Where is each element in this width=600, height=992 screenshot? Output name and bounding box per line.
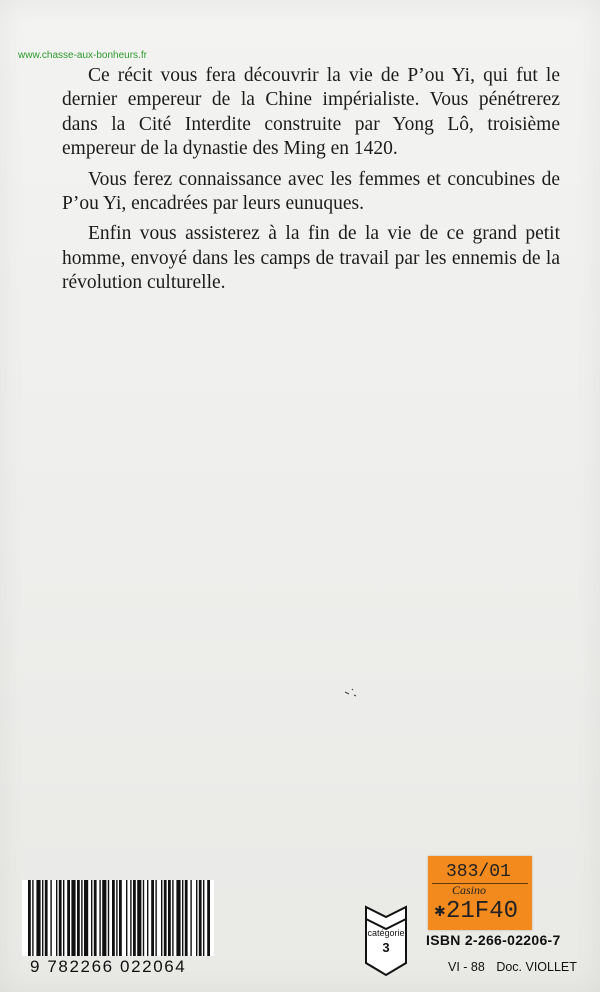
barcode-bar bbox=[99, 880, 100, 956]
price-sticker bbox=[428, 856, 532, 930]
photo-credit: Doc. VIOLLET bbox=[496, 960, 577, 974]
isbn-number: ISBN 2-266-02206-7 bbox=[426, 932, 561, 948]
barcode-bar bbox=[126, 880, 127, 956]
sticker-store-name: Casino bbox=[452, 883, 487, 897]
barcode-bar bbox=[207, 880, 210, 956]
blurb-paragraph-3: Enfin vous assisterez à la fin de la vie de ce grand petit homme, envoyé dans les camps de travail par les ennemis de la révolution culturelle. bbox=[62, 223, 560, 294]
cover-credits bbox=[448, 960, 585, 974]
barcode-bar bbox=[112, 880, 115, 956]
barcode-bar bbox=[161, 880, 162, 956]
barcode-bar bbox=[130, 880, 131, 956]
barcode-bar bbox=[143, 880, 144, 956]
blurb-paragraph-1: Ce récit vous fera découvrir la vie de P’ou Yi, qui fut le dernier empereur de la Chine impérialiste. Vous pénétrerez dans la Cité Interdite construite par Yong Lô, troisième empereur de la dynastie des Ming en 1420. bbox=[62, 65, 560, 160]
back-cover-blurb bbox=[62, 64, 560, 302]
barcode-bar bbox=[182, 880, 183, 956]
barcode-bar bbox=[45, 880, 48, 956]
category-number: 3 bbox=[382, 940, 390, 955]
barcode-bar bbox=[199, 880, 202, 956]
barcode-bar bbox=[196, 880, 197, 956]
print-speck bbox=[343, 686, 359, 698]
barcode-bar bbox=[50, 880, 51, 956]
print-date: VI - 88 bbox=[448, 960, 485, 974]
barcode bbox=[22, 880, 214, 956]
barcode-bar bbox=[59, 880, 62, 956]
barcode-bar bbox=[147, 880, 148, 956]
barcode-bar bbox=[71, 880, 75, 956]
barcode-bar bbox=[84, 880, 88, 956]
barcode-bar bbox=[91, 880, 92, 956]
barcode-bar bbox=[164, 880, 167, 956]
barcode-bar bbox=[63, 880, 64, 956]
barcode-bar bbox=[77, 880, 80, 956]
watermark-url: www.chasse-aux-bonheurs.fr bbox=[18, 50, 147, 61]
sticker-price: 21F40 bbox=[446, 898, 519, 925]
barcode-bar bbox=[56, 880, 57, 956]
blurb-paragraph-2: Vous ferez connaissance avec les femmes et concubines de P’ou Yi, encadrées par leurs eunuques. bbox=[62, 168, 560, 215]
barcode-bar bbox=[28, 880, 31, 956]
barcode-bar bbox=[203, 880, 204, 956]
barcode-bar bbox=[32, 880, 33, 956]
barcode-bar bbox=[185, 880, 188, 956]
barcode-bar bbox=[155, 880, 156, 956]
barcode-bar bbox=[176, 880, 180, 956]
barcode-bar bbox=[36, 880, 40, 956]
barcode-bar bbox=[81, 880, 82, 956]
barcode-bar bbox=[133, 880, 136, 956]
barcode-bar bbox=[102, 880, 106, 956]
barcode-bar bbox=[67, 880, 70, 956]
star-icon: ✱ bbox=[434, 904, 446, 920]
barcode-bar bbox=[42, 880, 43, 956]
category-label: catégorie bbox=[367, 928, 405, 938]
barcode-bar bbox=[94, 880, 97, 956]
barcode-bars bbox=[22, 880, 214, 956]
barcode-bar bbox=[116, 880, 117, 956]
barcode-bar bbox=[119, 880, 122, 956]
barcode-digits: 9 782266 022064 bbox=[30, 957, 187, 976]
sticker-code: 383/01 bbox=[446, 862, 511, 882]
barcode-bar bbox=[151, 880, 154, 956]
barcode-bar bbox=[168, 880, 171, 956]
barcode-bar bbox=[108, 880, 109, 956]
barcode-bar bbox=[172, 880, 173, 956]
barcode-bar bbox=[190, 880, 191, 956]
barcode-bar bbox=[137, 880, 141, 956]
